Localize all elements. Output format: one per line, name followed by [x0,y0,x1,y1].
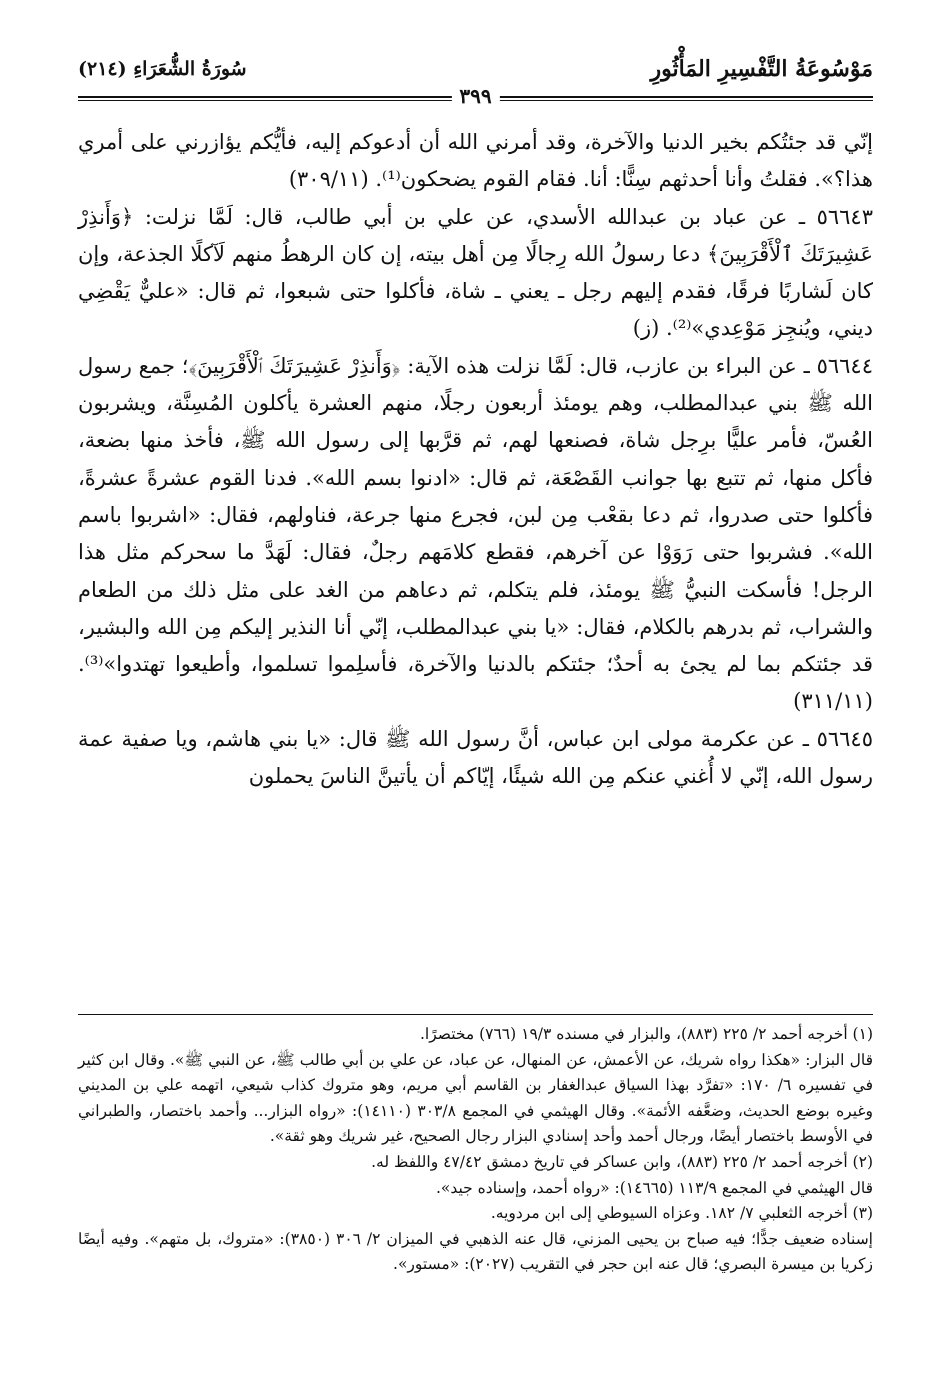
footnote-1-comment: قال البزار: «هكذا رواه شريك، عن الأعمش، عن المنهال، عن عباد، عن علي بن أبي طالب ﷺ، عن النبي ﷺ». وقال ابن كثير في تفسيره ٦/ ١٧٠: «تفرَّد بهذا السياق عبدالغفار بن القاسم أبي مريم، وهو متروك كذاب شيعي، اتهمه علي بن المديني وغيره بوضع الحديث، وضعَّفه الأئمة». وقال الهيثمي في المجمع ٣٠٣/٨ (١٤١١٠): «رواه البزار... وأحمد باختصار، والطبراني في الأوسط باختصار أيضًا، ورجال أحمد وأحد إسنادي البزار رجال الصحيح، غير شريك وهو ثقة». [78,1050,874,1146]
main-text [78,124,873,795]
footnote-3: (٣) أخرجه الثعلبي ٧/ ١٨٢. وعزاه السيوطي إلى ابن مردويه. [490,1204,873,1223]
footnote-1: (١) أخرجه أحمد ٢/ ٢٢٥ (٨٨٣)، والبزار في مسنده ١٩/٣ (٧٦٦) مختصرًا. [419,1025,873,1043]
footnote-2-comment: قال الهيثمي في المجمع ١١٣/٩ (١٤٦٦٥): «رواه أحمد، وإسناده جيد». [435,1178,873,1197]
hadith-56643: ٥٦٦٤٣ ـ عن عباد بن عبدالله الأسدي، عن علي بن أبي طالب، قال: لَمَّا نزلت: ﴿وَأَنذِرْ عَشِيرَتَكَ ٱلْأَقْرَبِينَ﴾ دعا رسولُ الله رِجالًا مِن أهل بيته، إن كان الرهطُ منهم لَآكلًا الجذعة، وإن كان لَشاربًا فرقًا، فقدم إليهم رجل ـ يعني ـ شاة، فأكلوا حتى شبعوا، ثم قال: «عليٌّ يَقْضِي ديني، ويُنجِز مَوْعِدي»⁽²⁾. (ز) [78,204,873,341]
footnotes [78,1022,873,1278]
page-number: ٣٩٩ [451,84,499,108]
surah-name: سُورَةُ الشُّعَرَاءِ (٢١٤) [78,58,247,80]
footnote-3-comment: إسناده ضعيف جدًّا؛ فيه صباح بن يحيى المزني، قال عنه الذهبي في الميزان ٢/ ٣٠٦ (٣٨٥٠): «متروك، بل متهم». وفيه أيضًا زكريا بن ميسرة البصري؛ قال عنه ابن حجر في التقريب (٢٠٢٧): «مستور». [78,1229,873,1274]
book-page [78,56,874,1274]
paragraph-continuation: إنّي قد جئتُكم بخير الدنيا والآخرة، وقد أمرني الله أن أدعوكم إليه، فأيُّكم يؤازرني على أمري هذا؟». فقلتُ وأنا أحدثهم سِنًّا: أنا. فقام القوم يضحكون⁽¹⁾. (٣٠٩/١١) [78,130,873,192]
footnote-separator [78,1014,873,1015]
hadith-56644: ٥٦٦٤٤ ـ عن البراء بن عازب، قال: لَمَّا نزلت هذه الآية: ﴿وَأَنذِرْ عَشِيرَتَكَ ٱلْأَقْرَبِينَ﴾؛ جمع رسول الله ﷺ بني عبدالمطلب، وهم يومئذ أربعون رجلًا، منهم العشرة يأكلون المُسِنَّة، ويشربون العُسّ، فأمر عليًّا برِجل شاة، فصنعها لهم، ثم قرَّبها إلى رسول الله ﷺ، فأخذ منها بضعة، فأكل منها، ثم تتبع بها جوانب القَصْعَة، ثم قال: «ادنوا بسم الله». فدنا القوم عشرةً عشرةً، فأكلوا حتى صدروا، ثم دعا بقعْب مِن لبن، فجرع منها جرعة، فناولهم، فقال: «اشربوا باسم الله». فشربوا حتى رَوَوْا عن آخرهم، فقطع كلامَهم رجلٌ، فقال: لَهَدَّ ما سحركم مثل هذا الرجل! فأسكت النبيُّ ﷺ يومئذ، فلم يتكلم، ثم دعاهم من الغد على مثل ذلك من الطعام والشراب، ثم بدرهم بالكلام، فقال: «يا بني عبدالمطلب، إنّي أنا النذير إليكم مِن الله والبشير، قد جئتكم بما لم يجئ به أحدٌ؛ جئتكم بالدنيا والآخرة، فأسلِموا تسلموا، وأطيعوا تهتدوا»⁽³⁾. (٣١١/١١) [78,353,873,714]
page-header [78,56,873,108]
book-title: مَوْسُوعَةُ التَّفْسِيرِ المَأْثُورِ [650,56,873,82]
footnote-2: (٢) أخرجه أحمد ٢/ ٢٢٥ (٨٨٣)، وابن عساكر في تاريخ دمشق ٤٧/٤٢ واللفظ له. [371,1152,873,1171]
hadith-56645: ٥٦٦٤٥ ـ عن عكرمة مولى ابن عباس، أنَّ رسول الله ﷺ قال: «يا بني هاشم، ويا صفية عمة رسول الله، إنّي لا أُغني عنكم مِن الله شيئًا، إيّاكم أن يأتينَّ الناسَ يحملون [78,726,873,789]
